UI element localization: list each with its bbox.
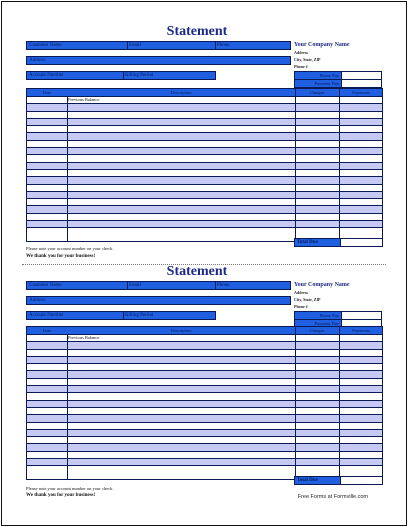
statement-title: Statement [166, 264, 228, 279]
table-row[interactable] [27, 141, 382, 148]
company-info [294, 42, 350, 69]
check-note: Please note your account number on your check. [26, 486, 114, 491]
phone-label: Phone [217, 43, 230, 48]
table-row[interactable] [27, 342, 382, 349]
account-band[interactable] [26, 311, 216, 320]
column-date: Date [42, 90, 52, 95]
statement-title: Statement [166, 24, 228, 39]
total-due-label: Total Due [295, 477, 340, 484]
table-row[interactable] [27, 192, 382, 199]
billing-period-label: Billing Period [125, 313, 154, 318]
column-charges: Charges [309, 328, 325, 333]
table-row[interactable] [27, 148, 382, 155]
footer-credit: Free Forms at Formville.com [297, 494, 368, 500]
company-name: Your Company Name [294, 42, 350, 48]
column-divider [67, 335, 68, 479]
please-pay-value[interactable] [341, 312, 381, 319]
table-header [27, 327, 382, 335]
statement-section-2 [2, 264, 408, 526]
table-row[interactable] [27, 214, 382, 221]
table-row[interactable] [27, 221, 382, 228]
table-row[interactable] [27, 177, 382, 184]
column-divider [295, 89, 296, 241]
table-row[interactable] [27, 126, 382, 133]
column-divider [339, 89, 340, 241]
check-note: Please note your account number on your check. [26, 246, 114, 251]
customer-name-label: Customer Name [29, 283, 62, 288]
column-date: Date [42, 328, 52, 333]
thanks-message: We thank you for your business! [26, 493, 96, 498]
company-phone: Phone # [294, 304, 308, 309]
address-label: Address [29, 298, 46, 303]
column-charges: Charges [309, 90, 325, 95]
please-pay-value[interactable] [341, 72, 381, 79]
previous-balance-text: Previous Balance [68, 335, 100, 340]
payment-due-label: Payment Due [295, 320, 341, 327]
statement-section-1 [2, 24, 408, 286]
table-row[interactable] [27, 379, 382, 386]
previous-balance-text: Previous Balance [68, 97, 100, 102]
table-row[interactable] [27, 452, 382, 459]
table-row[interactable] [27, 206, 382, 213]
address-band[interactable] [26, 296, 291, 305]
column-divider [339, 327, 340, 479]
table-row[interactable] [27, 371, 382, 378]
total-due-label: Total Due [295, 239, 340, 246]
table-row[interactable] [27, 408, 382, 415]
total-due-value[interactable] [340, 477, 382, 484]
table-rows [27, 97, 382, 228]
table-header [27, 89, 382, 97]
table-row[interactable] [27, 401, 382, 408]
table-row[interactable] [27, 155, 382, 162]
table-row[interactable] [27, 133, 382, 140]
email-label: Email [129, 283, 141, 288]
total-due-box[interactable] [294, 476, 383, 485]
table-row[interactable] [27, 104, 382, 111]
billing-period-label: Billing Period [125, 73, 154, 78]
table-row[interactable] [27, 415, 382, 422]
table-row[interactable] [27, 112, 382, 119]
table-row[interactable] [27, 170, 382, 177]
company-city: City, State, ZIP [294, 57, 321, 62]
company-phone: Phone # [294, 64, 308, 69]
company-address: Address [294, 50, 308, 55]
payment-due-box[interactable] [294, 79, 382, 88]
table-row[interactable] [27, 430, 382, 437]
statement-form-page [1, 1, 407, 526]
table-row[interactable] [27, 459, 382, 466]
table-row[interactable] [27, 437, 382, 444]
account-band[interactable] [26, 71, 216, 80]
table-row[interactable] [27, 350, 382, 357]
table-row[interactable] [27, 185, 382, 192]
email-label: Email [129, 43, 141, 48]
company-address: Address [294, 290, 308, 295]
column-description: Description [170, 328, 192, 333]
statement-table [26, 326, 383, 480]
table-row[interactable] [27, 364, 382, 371]
company-city: City, State, ZIP [294, 297, 321, 302]
account-number-label: Account Number [29, 313, 64, 318]
table-row[interactable] [27, 199, 382, 206]
phone-label: Phone [217, 283, 230, 288]
column-divider [67, 97, 68, 241]
please-pay-label: Please Pay [295, 72, 341, 79]
table-row[interactable] [27, 119, 382, 126]
company-name: Your Company Name [294, 282, 350, 288]
customer-info-band[interactable] [26, 41, 291, 50]
address-band[interactable] [26, 56, 291, 65]
column-payments: Payments [352, 90, 370, 95]
table-row[interactable] [27, 335, 382, 342]
table-rows [27, 335, 382, 466]
total-due-value[interactable] [340, 239, 382, 246]
table-row[interactable] [27, 357, 382, 364]
table-row[interactable] [27, 97, 382, 104]
customer-name-label: Customer Name [29, 43, 62, 48]
table-row[interactable] [27, 444, 382, 451]
payment-due-label: Payment Due [295, 80, 341, 87]
column-divider [295, 327, 296, 479]
table-row[interactable] [27, 393, 382, 400]
account-number-label: Account Number [29, 73, 64, 78]
table-row[interactable] [27, 386, 382, 393]
statement-table [26, 88, 383, 242]
column-description: Description [170, 90, 192, 95]
table-row[interactable] [27, 163, 382, 170]
table-row[interactable] [27, 423, 382, 430]
customer-info-band[interactable] [26, 281, 291, 290]
total-due-box[interactable] [294, 238, 383, 247]
please-pay-label: Please Pay [295, 312, 341, 319]
column-payments: Payments [352, 328, 370, 333]
company-info [294, 282, 350, 309]
payment-due-value[interactable] [341, 80, 381, 87]
thanks-message: We thank you for your business! [26, 254, 96, 259]
address-label: Address [29, 58, 46, 63]
